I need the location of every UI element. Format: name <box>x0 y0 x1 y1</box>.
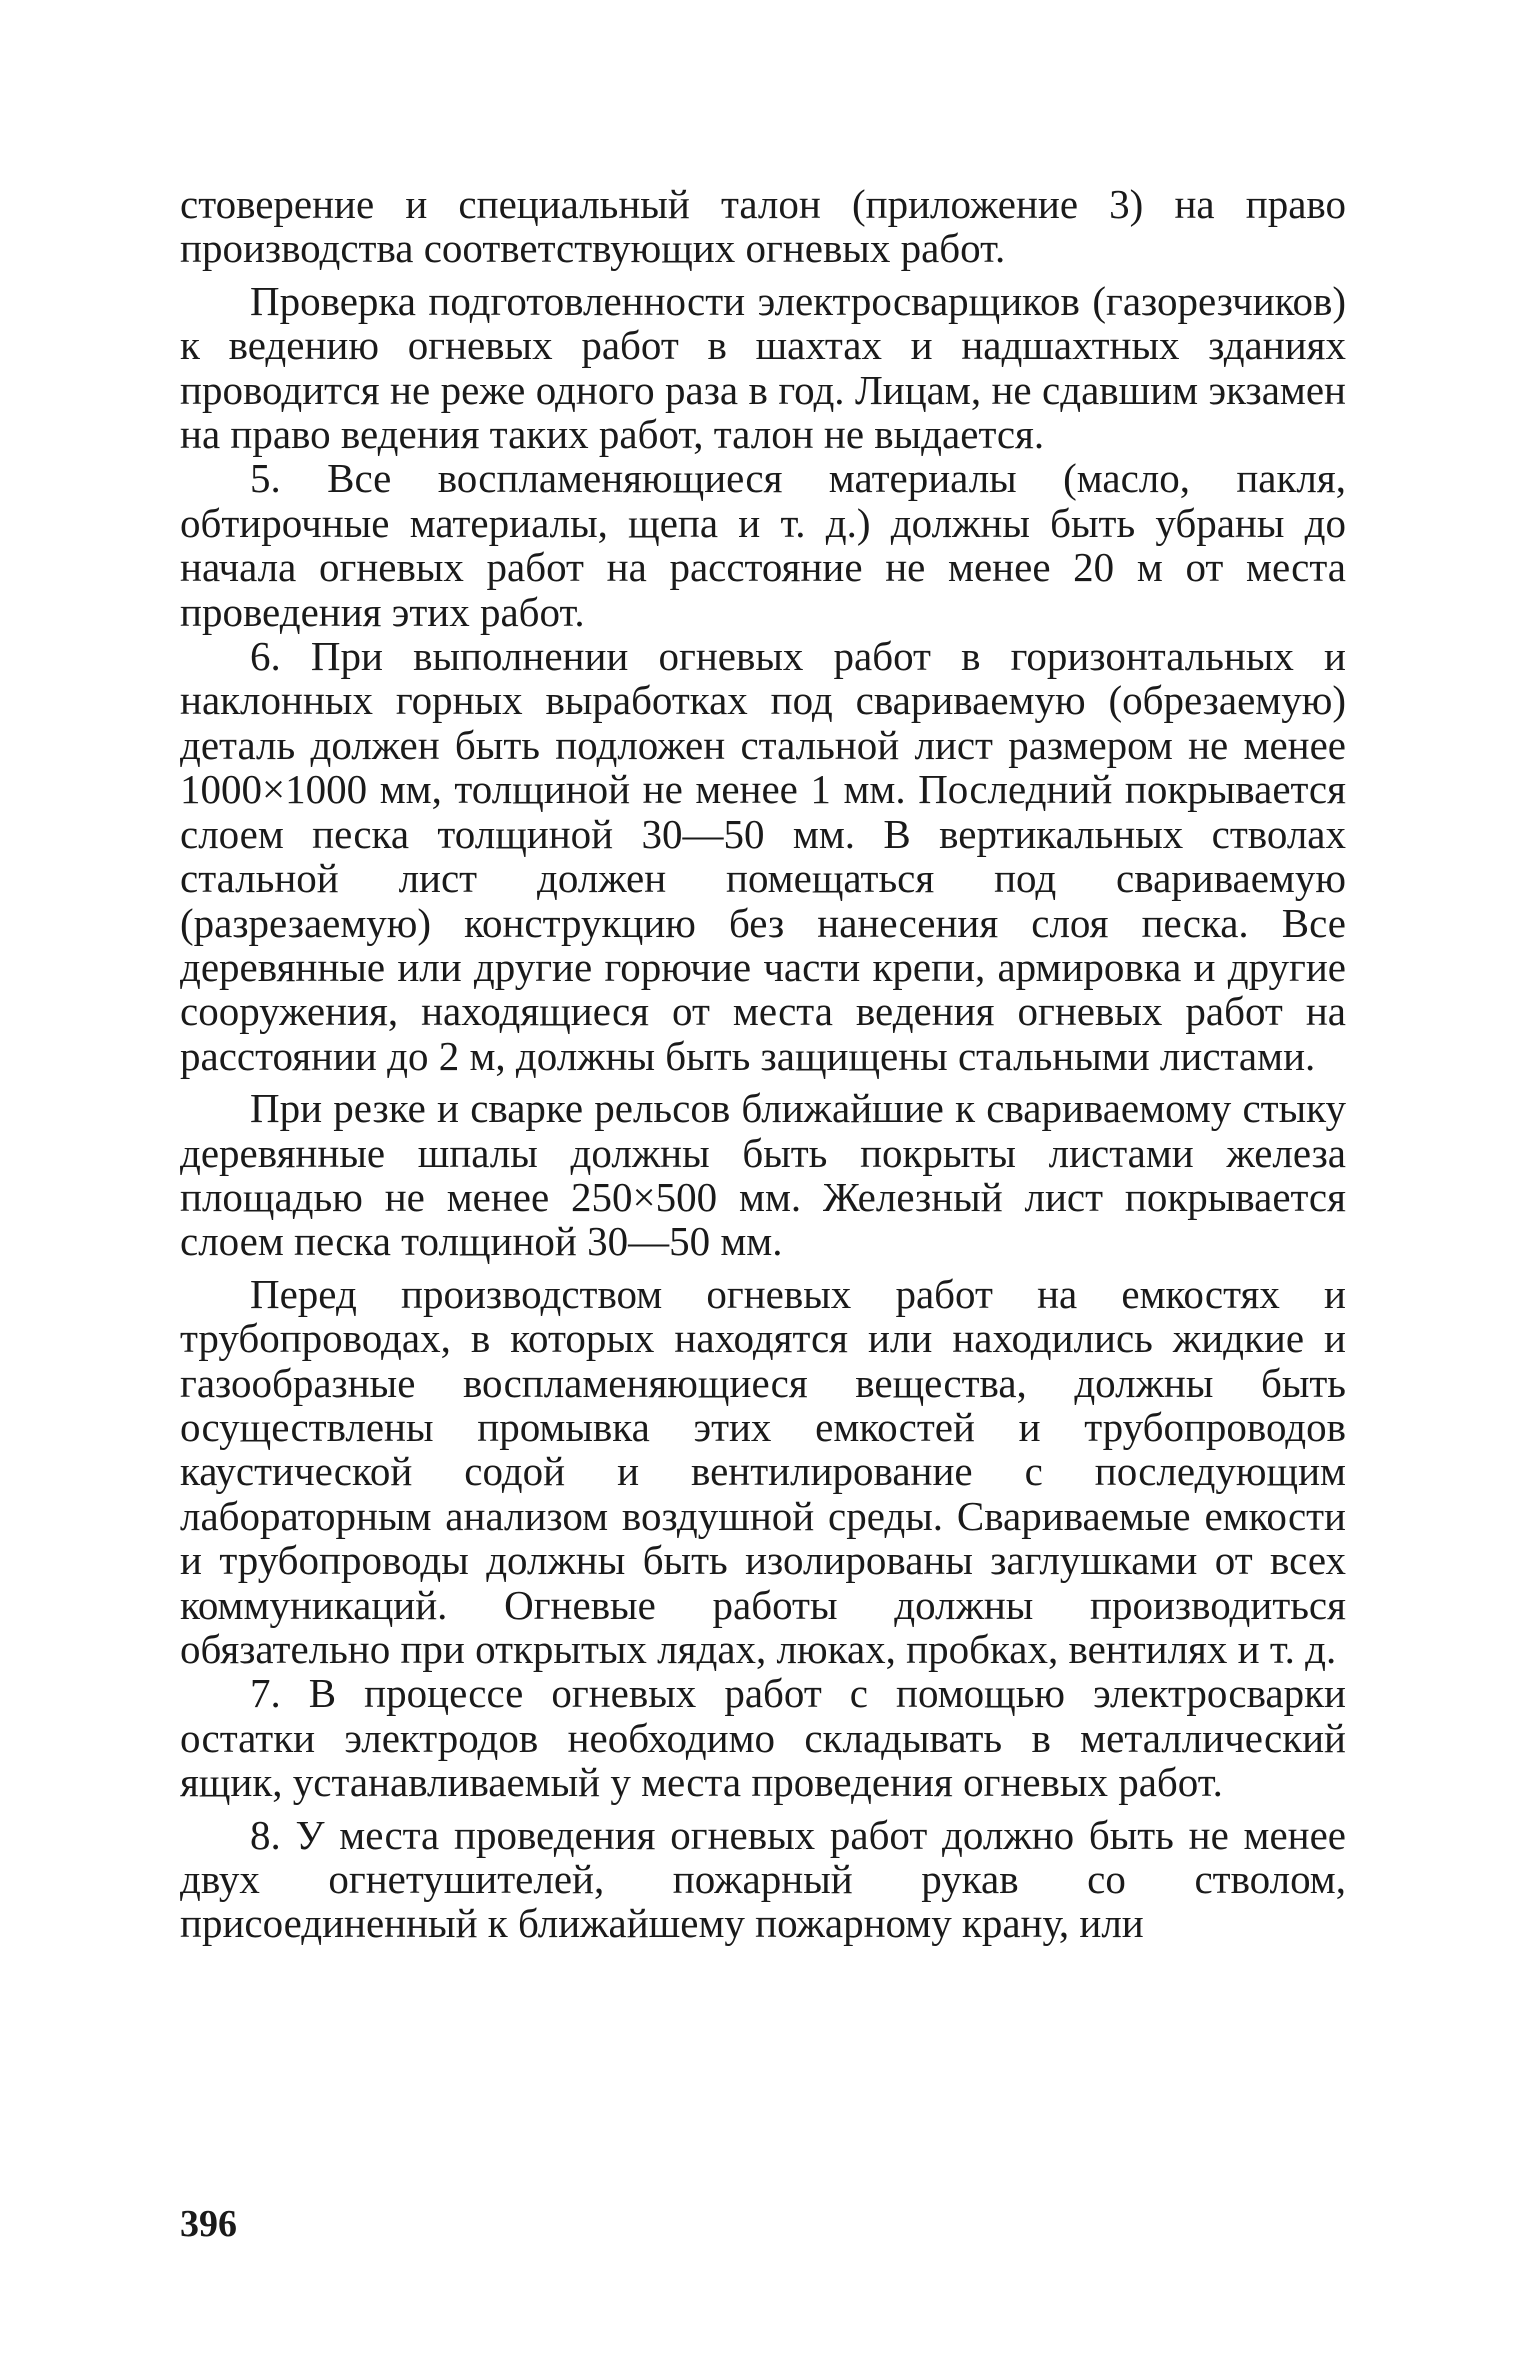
paragraph-item-5: 5. Все воспламеняющиеся материалы (масло, пакля, обтирочные материалы, щепа и т. д.) должны быть убраны до начала огневых работ на расстояние не менее 20 м от места проведения этих работ. <box>180 455 1346 635</box>
paragraph-item-6: 6. При выполнении огневых работ в горизонтальных и наклонных горных выработках под свариваемую (обрезаемую) деталь должен быть подложен стальной лист размером не менее 1000×1000 мм, толщиной не менее 1 мм. Последний покрывается слоем песка толщиной 30—50 мм. В вертикальных стволах стальной лист должен помещаться под свариваемую (разрезаемую) конструкцию без нанесения слоя песка. Все деревянные или другие горючие части крепи, армировка и другие сооружения, находящиеся от места ведения огневых работ на расстоянии до 2 м, должны быть защищены стальными листами. <box>180 633 1346 1079</box>
paragraph-rails: При резке и сварке рельсов ближайшие к свариваемому стыку деревянные шпалы должны быть покрыты листами железа площадью не менее 250×500 мм. Железный лист покрывается слоем песка толщиной 30—50 мм. <box>180 1085 1346 1265</box>
paragraph-item-8: 8. У места проведения огневых работ должно быть не менее двух огнетушителей, пожарный рукав со стволом, присоединенный к ближайшему пожарному крану, или <box>180 1811 1346 1947</box>
paragraph-item-7: 7. В процессе огневых работ с помощью электросварки остатки электродов необходимо складывать в металлический ящик, устанавливаемый у места проведения огневых работ. <box>180 1670 1346 1806</box>
paragraph-tanks: Перед производством огневых работ на емкостях и трубопроводах, в которых находятся или находились жидкие и газообразные воспламеняющиеся вещества, должны быть осуществлены промывка этих емкостей и трубопроводов каустической содой и вентилирование с последующим лабораторным анализом воздушной среды. Свариваемые емкости и трубопроводы должны быть изолированы заглушками от всех коммуникаций. Огневые работы должны производиться обязательно при открытых лядах, люках, пробках, вентилях и т. д. <box>180 1270 1346 1672</box>
page-body <box>180 182 1346 1946</box>
paragraph-welder-check: Проверка подготовленности электросварщиков (газорезчиков) к ведению огневых работ в шахтах и надшахтных зданиях проводится не реже одного раза в год. Лицам, не сдавшим экзамен на право ведения таких работ, талон не выдается. <box>180 277 1346 458</box>
page-number: 396 <box>180 2203 237 2245</box>
paragraph-continuation: стоверение и специальный талон (приложение 3) на право производства соответствующих огневых работ. <box>180 181 1346 272</box>
